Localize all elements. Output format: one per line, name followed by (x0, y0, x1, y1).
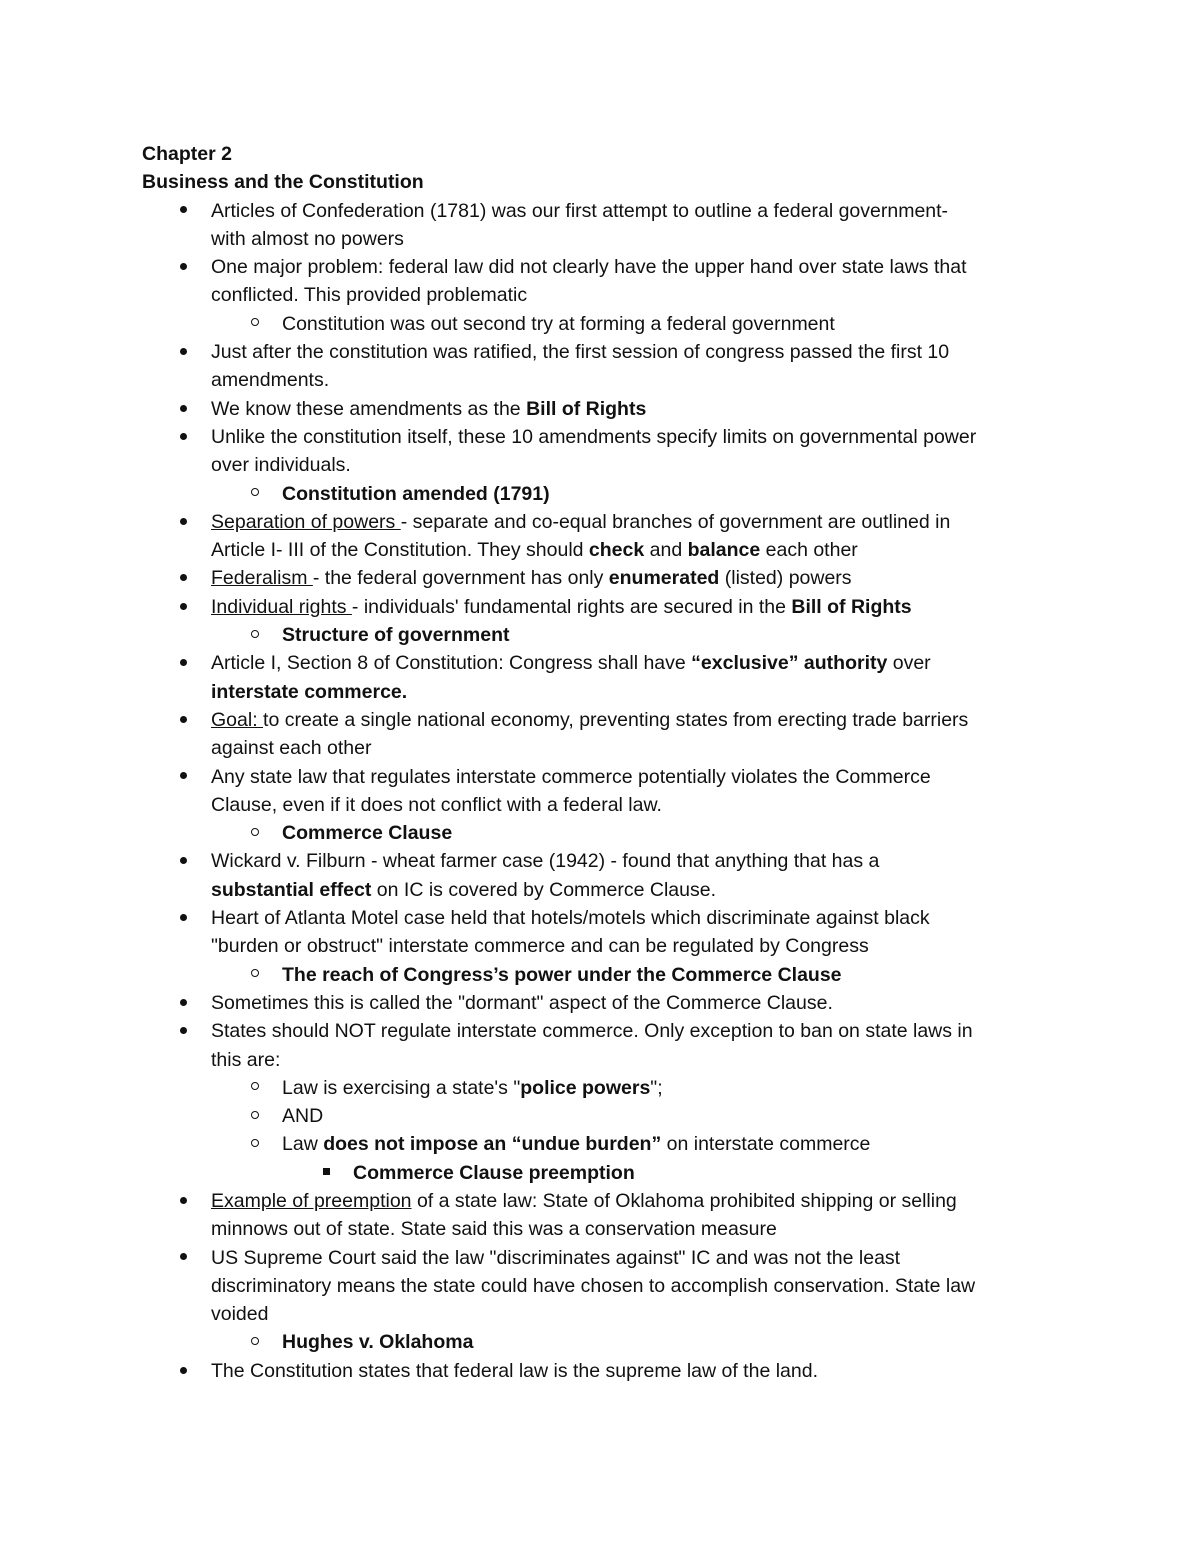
list-item (142, 847, 1072, 875)
list-item (142, 197, 1072, 225)
bold-text: balance (687, 539, 761, 562)
text-segment: Articles of Confederation (1781) was our first attempt to outline a federal government- (211, 199, 949, 222)
text-segment: AND (282, 1105, 324, 1128)
bullet-circle-icon (245, 310, 265, 338)
list-item-continuation (142, 678, 1072, 706)
text-segment: One major problem: federal law did not clearly have the upper hand over state laws that (211, 256, 967, 279)
text-segment: voided (211, 1303, 269, 1326)
text-segment: amendments. (211, 369, 330, 392)
text-segment: "; (650, 1076, 663, 1099)
list-item-continuation (142, 536, 1072, 564)
text-segment: Law is exercising a state's " (282, 1076, 521, 1099)
bullet-dot-icon (173, 1017, 193, 1045)
bold-text: Bill of Rights (791, 595, 912, 618)
list-item (142, 1102, 1072, 1130)
list-item-continuation (142, 451, 1072, 479)
notes-list (142, 197, 1072, 1385)
underlined-term: Federalism (211, 567, 313, 590)
bullet-dot-icon (173, 593, 193, 621)
bold-text: enumerated (608, 567, 720, 590)
bullet-dot-icon (173, 564, 193, 592)
underlined-term: Separation of powers (211, 510, 401, 533)
list-item (142, 1017, 1072, 1045)
bold-text: The reach of Congress’s power under the Commerce Clause (282, 963, 842, 986)
list-item (142, 1159, 1072, 1187)
list-item-continuation (142, 1046, 1072, 1074)
bullet-dot-icon (173, 1244, 193, 1272)
bold-text: Bill of Rights (526, 397, 647, 420)
list-item-continuation (142, 281, 1072, 309)
text-segment: - individuals' fundamental rights are secured in the (351, 595, 792, 618)
text-segment: Law (282, 1133, 324, 1156)
list-item (142, 961, 1072, 989)
bullet-circle-icon (245, 1074, 265, 1102)
text-segment: with almost no powers (211, 227, 404, 250)
text-segment: The Constitution states that federal law is the supreme law of the land. (211, 1359, 818, 1382)
text-segment: Just after the constitution was ratified, the first session of congress passed the first 10 (211, 341, 950, 364)
bullet-circle-icon (245, 1328, 265, 1356)
underlined-term: Individual rights (211, 595, 352, 618)
list-item-continuation (142, 1215, 1072, 1243)
text-segment: Constitution was out second try at forming a federal government (282, 312, 835, 335)
bold-text: Commerce Clause preemption (353, 1161, 635, 1184)
bullet-circle-icon (245, 480, 265, 508)
bold-text: Structure of government (282, 624, 510, 647)
list-item-continuation (142, 1300, 1072, 1328)
text-segment: Clause, even if it does not conflict with a federal law. (211, 793, 662, 816)
text-segment: We know these amendments as the (211, 397, 527, 420)
list-item (142, 1187, 1072, 1215)
list-item-continuation (142, 1272, 1072, 1300)
list-item-continuation (142, 932, 1072, 960)
text-segment: Article I- III of the Constitution. They should (211, 539, 589, 562)
list-item (142, 649, 1072, 677)
bold-text: interstate commerce. (211, 680, 408, 703)
text-segment: over (887, 652, 931, 675)
bold-text: substantial effect (211, 878, 372, 901)
text-segment: US Supreme Court said the law "discriminates against" IC and was not the least (211, 1246, 901, 1269)
list-item-continuation (142, 366, 1072, 394)
list-item (142, 564, 1072, 592)
bullet-circle-icon (245, 1130, 265, 1158)
bullet-dot-icon (173, 1187, 193, 1215)
bullet-circle-icon (245, 819, 265, 847)
list-item (142, 621, 1072, 649)
bullet-circle-icon (245, 961, 265, 989)
bold-text: police powers (520, 1076, 651, 1099)
list-item (142, 1130, 1072, 1158)
bold-text: Commerce Clause (282, 822, 453, 845)
bullet-dot-icon (173, 338, 193, 366)
list-item (142, 395, 1072, 423)
text-segment: Wickard v. Filburn - wheat farmer case (1942) - found that anything that has a (211, 850, 880, 873)
list-item-continuation (142, 876, 1072, 904)
bullet-circle-icon (245, 1102, 265, 1130)
text-segment: on IC is covered by Commerce Clause. (371, 878, 717, 901)
text-segment: conflicted. This provided problematic (211, 284, 528, 307)
bullet-dot-icon (173, 763, 193, 791)
text-segment: Heart of Atlanta Motel case held that hotels/motels which discriminate against black (211, 907, 930, 930)
bullet-dot-icon (173, 253, 193, 281)
text-segment: States should NOT regulate interstate commerce. Only exception to ban on state laws in (211, 1020, 973, 1043)
list-item (142, 904, 1072, 932)
chapter-heading: Chapter 2 (142, 143, 232, 165)
list-item (142, 253, 1072, 281)
bullet-dot-icon (173, 423, 193, 451)
list-item (142, 1328, 1072, 1356)
document-page (142, 140, 1072, 1385)
bullet-dot-icon (173, 197, 193, 225)
text-segment: Article I, Section 8 of Constitution: Congress shall have (211, 652, 692, 675)
list-item (142, 763, 1072, 791)
underlined-term: Goal: (211, 708, 264, 731)
list-item (142, 593, 1072, 621)
list-item (142, 819, 1072, 847)
text-segment: against each other (211, 737, 372, 760)
bold-text: Constitution amended (1791) (282, 482, 550, 505)
bullet-dot-icon (173, 847, 193, 875)
bullet-circle-icon (245, 621, 265, 649)
text-segment: Sometimes this is called the "dormant" aspect of the Commerce Clause. (211, 991, 833, 1014)
bullet-dot-icon (173, 989, 193, 1017)
list-item (142, 508, 1072, 536)
text-segment: - the federal government has only (312, 567, 609, 590)
text-segment: of a state law: State of Oklahoma prohibited shipping or selling (411, 1189, 957, 1212)
text-segment: over individuals. (211, 454, 351, 477)
list-item (142, 706, 1072, 734)
list-item (142, 310, 1072, 338)
text-segment: Unlike the constitution itself, these 10 amendments specify limits on governmental power (211, 425, 977, 448)
bold-text: check (588, 539, 645, 562)
underlined-term: Example of preemption (211, 1189, 412, 1212)
bold-text: Hughes v. Oklahoma (282, 1331, 474, 1354)
list-item (142, 338, 1072, 366)
section-title: Business and the Constitution (142, 171, 424, 194)
list-item (142, 1074, 1072, 1102)
list-item (142, 423, 1072, 451)
bullet-dot-icon (173, 395, 193, 423)
text-segment: on interstate commerce (661, 1133, 871, 1156)
list-item (142, 480, 1072, 508)
text-segment: - separate and co-equal branches of government are outlined in (400, 510, 951, 533)
text-segment: "burden or obstruct" interstate commerce and can be regulated by Congress (211, 935, 869, 958)
bullet-square-icon (316, 1159, 336, 1187)
bold-text: does not impose an “undue burden” (323, 1133, 662, 1156)
bullet-dot-icon (173, 649, 193, 677)
text-segment: each other (760, 539, 858, 562)
list-item-continuation (142, 791, 1072, 819)
text-segment: (listed) powers (719, 567, 852, 590)
bullet-dot-icon (173, 1357, 193, 1385)
list-item-continuation (142, 225, 1072, 253)
text-segment: Any state law that regulates interstate commerce potentially violates the Commerce (211, 765, 931, 788)
list-item (142, 1244, 1072, 1272)
bullet-dot-icon (173, 706, 193, 734)
bold-text: “exclusive” authority (691, 652, 888, 675)
list-item (142, 1357, 1072, 1385)
list-item-continuation (142, 734, 1072, 762)
text-segment: to create a single national economy, preventing states from erecting trade barriers (263, 708, 969, 731)
bullet-dot-icon (173, 904, 193, 932)
list-item (142, 989, 1072, 1017)
text-segment: discriminatory means the state could have chosen to accomplish conservation. State law (211, 1274, 976, 1297)
text-segment: and (644, 539, 688, 562)
text-segment: minnows out of state. State said this was a conservation measure (211, 1218, 777, 1241)
text-segment: this are: (211, 1048, 281, 1071)
bullet-dot-icon (173, 508, 193, 536)
